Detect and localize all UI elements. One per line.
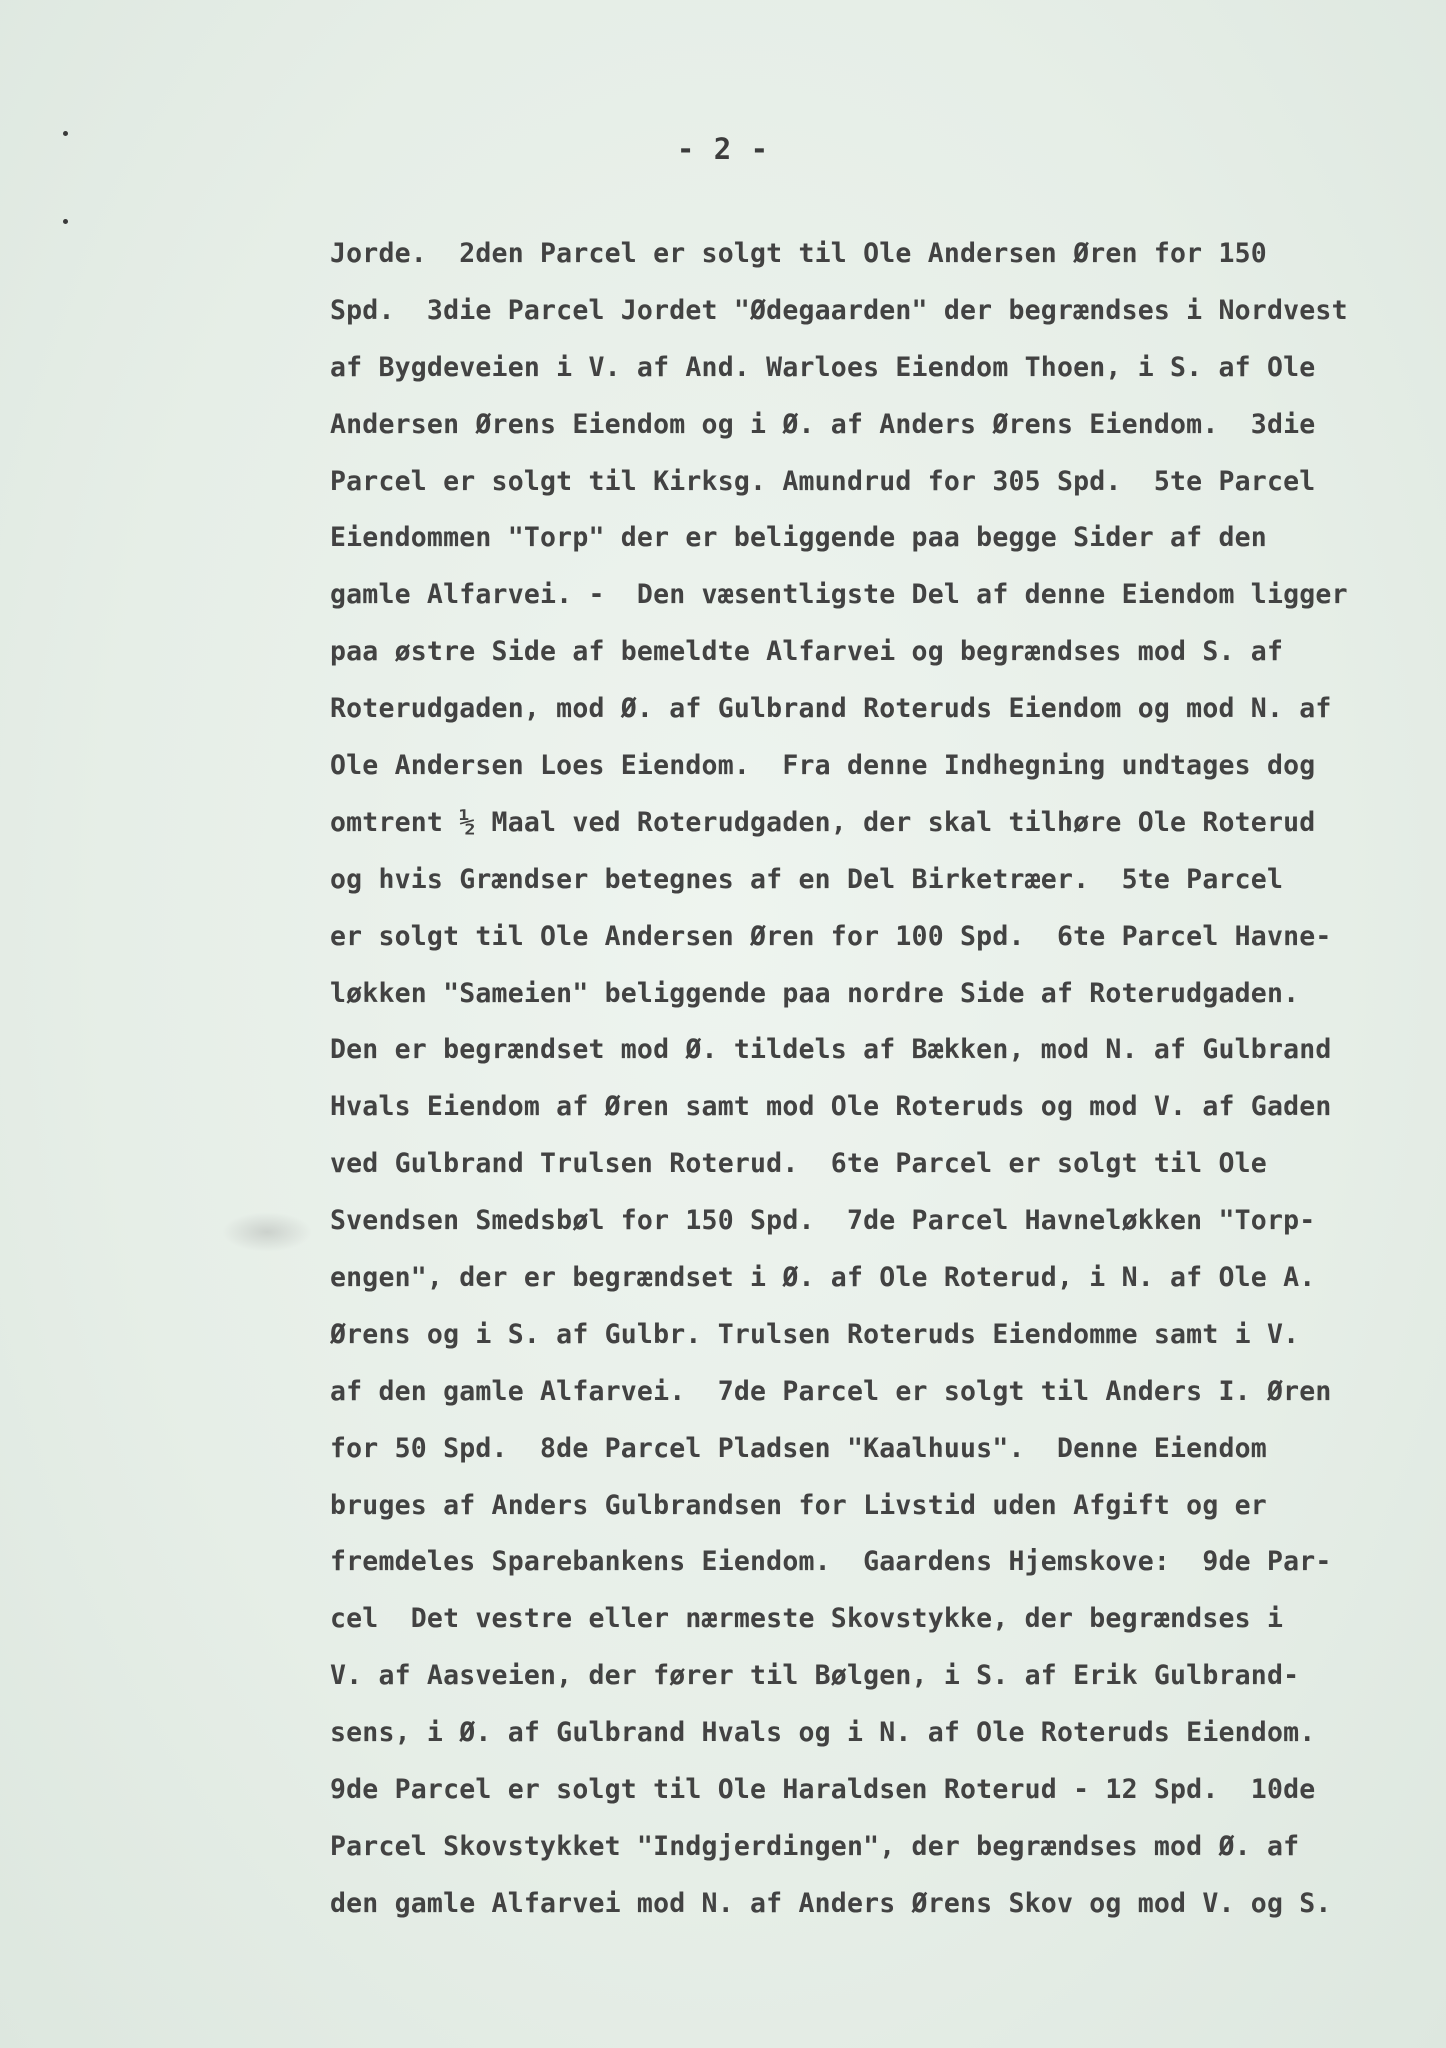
paper-stain xyxy=(222,1212,312,1252)
text-line: Hvals Eiendom af Øren samt mod Ole Roteruds og mod V. af Gaden xyxy=(330,1091,1332,1123)
text-line: V. af Aasveien, der fører til Bølgen, i S. af Erik Gulbrand- xyxy=(330,1660,1300,1692)
text-line: Parcel er solgt til Kirksg. Amundrud for 305 Spd. 5te Parcel xyxy=(330,465,1316,497)
text-line: fremdeles Sparebankens Eiendom. Gaardens Hjemskove: 9de Par- xyxy=(330,1546,1332,1578)
text-line: Roterudgaden, mod Ø. af Gulbrand Roteruds Eiendom og mod N. af xyxy=(330,693,1332,725)
text-line: Eiendommen "Torp" der er beliggende paa begge Sider af den xyxy=(330,522,1267,554)
text-line: gamle Alfarvei. - Den væsentligste Del af denne Eiendom ligger xyxy=(330,579,1348,611)
text-line: Jorde. 2den Parcel er solgt til Ole Andersen Øren for 150 xyxy=(330,238,1267,269)
text-line: sens, i Ø. af Gulbrand Hvals og i N. af Ole Roteruds Eiendom. xyxy=(330,1717,1316,1749)
text-line: Spd. 3die Parcel Jordet "Ødegaarden" der begrændses i Nordvest xyxy=(330,294,1348,326)
text-line: engen", der er begrændset i Ø. af Ole Roterud, i N. af Ole A. xyxy=(330,1262,1316,1294)
text-line: er solgt til Ole Andersen Øren for 100 Spd. 6te Parcel Havne- xyxy=(330,920,1332,952)
text-line: Svendsen Smedsbøl for 150 Spd. 7de Parcel Havneløkken "Torp- xyxy=(330,1205,1316,1237)
text-line: omtrent ½ Maal ved Roterudgaden, der skal tilhøre Ole Roterud xyxy=(330,806,1316,838)
text-line: Andersen Ørens Eiendom og i Ø. af Anders Ørens Eiendom. 3die xyxy=(330,408,1316,440)
text-line: Ole Andersen Loes Eiendom. Fra denne Indhegning undtages dog xyxy=(330,750,1316,782)
typed-text-body xyxy=(330,226,1430,1933)
text-line: 9de Parcel er solgt til Ole Haraldsen Roterud - 12 Spd. 10de xyxy=(330,1774,1316,1806)
text-line: løkken "Sameien" beliggende paa nordre Side af Roterudgaden. xyxy=(330,977,1300,1009)
text-line: bruges af Anders Gulbrandsen for Livstid uden Afgift og er xyxy=(330,1489,1267,1521)
text-line: for 50 Spd. 8de Parcel Pladsen "Kaalhuus". Denne Eiendom xyxy=(330,1432,1267,1464)
text-line: Den er begrændset mod Ø. tildels af Bækken, mod N. af Gulbrand xyxy=(330,1034,1332,1066)
margin-dot xyxy=(63,219,68,224)
text-line: Parcel Skovstykket "Indgjerdingen", der begrændses mod Ø. af xyxy=(330,1830,1300,1862)
text-line: af den gamle Alfarvei. 7de Parcel er solgt til Anders I. Øren xyxy=(330,1375,1332,1407)
page-number: - 2 - xyxy=(676,132,770,166)
text-line: cel Det vestre eller nærmeste Skovstykke, der begrændses i xyxy=(330,1603,1284,1635)
text-line: af Bygdeveien i V. af And. Warloes Eiendom Thoen, i S. af Ole xyxy=(330,351,1316,383)
text-line: Ørens og i S. af Gulbr. Trulsen Roteruds Eiendomme samt i V. xyxy=(330,1318,1300,1350)
text-line: ved Gulbrand Trulsen Roterud. 6te Parcel er solgt til Ole xyxy=(330,1148,1267,1180)
text-line: og hvis Grændser betegnes af en Del Birketræer. 5te Parcel xyxy=(330,863,1284,895)
text-line: paa østre Side af bemeldte Alfarvei og begrændses mod S. af xyxy=(330,636,1284,668)
text-line: den gamle Alfarvei mod N. af Anders Ørens Skov og mod V. og S. xyxy=(330,1887,1332,1919)
